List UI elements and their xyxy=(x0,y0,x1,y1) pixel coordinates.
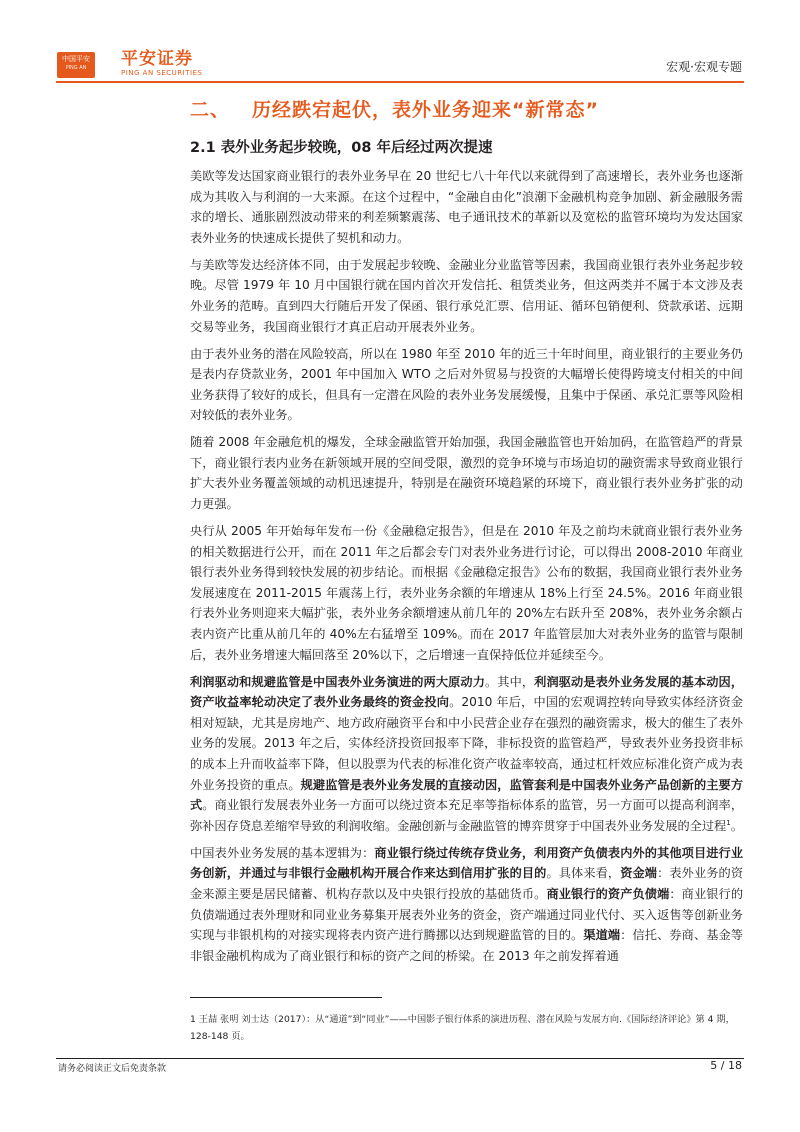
subsection-title: 2.1 表外业务起步较晚，08 年后经过两次提速 xyxy=(190,140,493,156)
bold-text: 商业银行绕过传统存贷业务，利用资产负债表内外的其他项目进行业务创新，并通过与非银行金融机构开展合作来达到信用扩张的目的 xyxy=(190,845,744,881)
header-divider xyxy=(56,81,744,83)
paragraph-7 xyxy=(190,843,743,967)
ping-an-logo xyxy=(57,52,95,78)
text-span: ：信托、券商、基金等非银金融机构成为了商业银行和标的资产之间的桥梁。在 2013 年之前发挥着通 xyxy=(190,928,744,963)
text-span: 中国表外业务发展的基本逻辑为： xyxy=(190,845,375,860)
bold-text: 利润驱动是表外业务发展的基本动因，资产收益率轮动决定了表外业务最终的资金投向 xyxy=(190,674,744,710)
page-header xyxy=(0,0,800,90)
body-text xyxy=(190,166,743,973)
disclaimer-note: 请务必阅读正文后免责条款 xyxy=(58,1064,167,1074)
text-span: 。2010 年后，中国的宏观调控转向导致实体经济资金相对短缺，尤其是房地产、地方政府融资平台和中小民营企业存在强烈的融资需求，极大的催生了表外业务的发展。2013 年之后，实体经济投资回报率下降，非标投资的监管趋严，导致表外业务投资非标的成本上升而收益率下降，但以股票为代表的标准化资产收益率较高，通过杠杆效应标准化资产成为表外业务投资的重点。 xyxy=(190,695,744,792)
text-span: ：商业银行的负债端通过表外理财和同业业务募集开展表外业务的资金，资产端通过同业代付、买入返售等创新业务实现与非银机构的对接实现将表内资产进行腾挪以达到规避监管的目的。 xyxy=(190,886,744,943)
page-number: 5 / 18 xyxy=(710,1059,742,1072)
footer-divider xyxy=(56,1058,744,1059)
section-number: 二、 xyxy=(190,99,231,121)
brand-name xyxy=(121,49,202,78)
footnote-divider xyxy=(190,997,382,998)
paragraph-1: 美欧等发达国家商业银行的表外业务早在 20 世纪七八十年代以来就得到了高速增长，表外业务也逐渐成为其收入与利润的一大来源。在这个过程中，“金融自由化”浪潮下金融机构竞争加剧、新金融服务需求的增长、通胀剧烈波动带来的利差频繁震荡、电子通讯技术的革新以及宽松的监管环境均为发达国家表外业务的快速成长提供了契机和动力。 xyxy=(190,169,743,245)
bold-text: 规避监管是表外业务发展的直接动因，监管套利是中国表外业务产品创新的主要方式 xyxy=(190,777,744,813)
bold-text: 资金端 xyxy=(620,866,658,881)
section-title xyxy=(190,95,599,122)
report-category: 宏观·宏观专题 xyxy=(666,60,742,74)
logo-text: 中国平安 xyxy=(62,55,90,63)
paragraph-4: 随着 2008 年金融危机的爆发，全球金融监管开始加强，我国金融监管也开始加码，在监管趋严的背景下，商业银行表内业务在新领域开展的空间受限，激烈的竞争环境与市场迫切的融资需求导致商业银行扩大表外业务覆盖领域的动机迅速提升，特别是在融资环境趋紧的环境下，商业银行表外业务扩张的动力更强。 xyxy=(190,435,743,512)
paragraph-6 xyxy=(190,672,743,837)
footnote: 1 王喆 张明 刘士达（2017）：从“通道”到“同业”——中国影子银行体系的演进历程、潜在风险与发展方向.《国际经济评论》第 4 期，128-148 页。 xyxy=(190,1014,735,1042)
brand-name-cn: 平安证券 xyxy=(121,49,193,69)
paragraph-5: 央行从 2005 年开始每年发布一份《金融稳定报告》，但是在 2010 年及之前均未就商业银行表外业务的相关数据进行公开，而在 2011 年之后都会专门对表外业务进行讨论，可以得出 2008-2010 年商业银行表外业务得到较快发展的初步结论。而根据《金融稳定报告》公布的数据，我国商业银行表外业务发展速度在 2011-2015 年震荡上行，表外业务余额的年增速从 18%上行至 24.5%。2016 年商业银行表外业务则迎来大幅扩张，表外业务余额增速从前几年的 20%左右跃升至 208%，表外业务余额占表内资产比重从前几年的 40%左右猛增至 109%。而在 2017 年监管层加大对表外业务的监管与限制后，表外业务增速大幅回落至 20%以下，之后增速一直保持低位并延续至今。 xyxy=(190,524,743,662)
text-span: 。商业银行发展表外业务一方面可以绕过资本充足率等指标体系的监管，另一方面可以提高利润率，弥补因存贷息差缩窄导致的利润收缩。金融创新与金融监管的博弈贯穿于中国表外业务发展的全过程 xyxy=(190,798,744,833)
bold-text: 利润驱动和规避监管是中国表外业务演进的两大原动力 xyxy=(190,674,485,689)
bold-text: 渠道端 xyxy=(583,928,621,943)
paragraph-3: 由于表外业务的潜在风险较高，所以在 1980 年至 2010 年的近三十年时间里，商业银行的主要业务仍是表内存贷款业务，2001 年中国加入 WTO 之后对外贸易与投资的大幅增长使得跨境支付相关的中间业务获得了较好的成长，但具有一定潜在风险的表外业务发展缓慢，且集中于保函、承兑汇票等风险相对较低的表外业务。 xyxy=(190,346,743,423)
section-title-text: 历经跌宕起伏，表外业务迎来“新常态” xyxy=(252,99,599,121)
text-span: 。 xyxy=(730,818,743,833)
bold-text: 商业银行的资产负债端 xyxy=(546,886,670,901)
text-span: 。具体来看， xyxy=(546,866,621,881)
logo-small-text: PING AN xyxy=(65,65,87,71)
brand-name-en: PING AN SECURITIES xyxy=(121,69,203,77)
text-span: ：表外业务的资金来源主要是居民储蓄、机构存款以及中央银行投放的基础货币。 xyxy=(190,866,744,901)
text-span: 。其中， xyxy=(485,674,535,689)
footnote-ref[interactable]: 1 xyxy=(726,818,731,827)
paragraph-2: 与美欧等发达经济体不同，由于发展起步较晚、金融业分业监管等因素，我国商业银行表外业务起步较晚。尽管 1979 年 10 月中国银行就在国内首次开发信托、租赁类业务，但这两类并不属于本文涉及表外业务的范畴。直到四大行随后开发了保函、银行承兑汇票、信用证、循环包销便利、贷款承诺、远期交易等业务，我国商业银行才真正启动开展表外业务。 xyxy=(190,257,743,334)
